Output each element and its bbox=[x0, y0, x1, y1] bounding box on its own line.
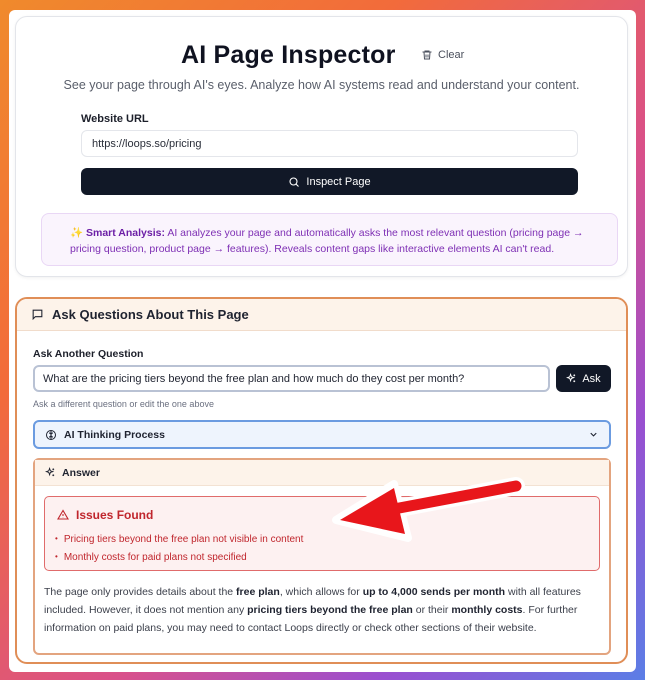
answer-highlight: monthly costs bbox=[451, 604, 523, 616]
warning-icon bbox=[57, 509, 69, 521]
answer-text-part: , which allows for bbox=[279, 586, 363, 598]
issues-found-box bbox=[44, 496, 600, 571]
answer-text-part: with all features included. However, it does not mention any bbox=[44, 586, 581, 616]
page-title: AI Page Inspector bbox=[181, 41, 396, 69]
sparkle-emoji: ✨ bbox=[70, 227, 84, 239]
questions-panel-title: Ask Questions About This Page bbox=[52, 307, 249, 322]
brain-icon bbox=[45, 429, 57, 441]
question-input[interactable] bbox=[33, 365, 550, 392]
answer-highlight: up to 4,000 sends per month bbox=[362, 586, 506, 598]
smart-analysis-heading: Smart Analysis: bbox=[86, 227, 165, 239]
url-label: Website URL bbox=[81, 113, 149, 125]
question-label: Ask Another Question bbox=[33, 348, 144, 360]
url-input[interactable] bbox=[81, 130, 578, 157]
ask-button[interactable] bbox=[556, 365, 611, 392]
clear-button[interactable] bbox=[421, 49, 464, 61]
ask-label: Ask bbox=[582, 372, 601, 385]
clear-label: Clear bbox=[438, 49, 465, 61]
smart-analysis-notice bbox=[41, 213, 618, 266]
chat-bubble-icon bbox=[31, 308, 44, 321]
issues-title bbox=[57, 508, 153, 522]
sparkles-icon bbox=[45, 467, 56, 478]
inspect-page-label: Inspect Page bbox=[306, 175, 371, 188]
answer-text-part: The page only provides details about the bbox=[44, 586, 237, 598]
trash-icon bbox=[421, 49, 433, 61]
issue-item: • Pricing tiers beyond the free plan not visible in content bbox=[55, 530, 303, 548]
answer-label: Answer bbox=[62, 466, 100, 479]
title-row bbox=[16, 41, 627, 75]
ai-thinking-label: AI Thinking Process bbox=[64, 428, 165, 441]
inspect-page-button[interactable] bbox=[81, 168, 578, 195]
smart-analysis-text: AI analyzes your page and automatically asks the most relevant question (pricing page → pricing question, product page → features). Reveals content gaps like interactive elements AI can't read. bbox=[70, 227, 584, 255]
issues-title-text: Issues Found bbox=[76, 508, 154, 522]
answer-text-part: or their bbox=[412, 604, 452, 616]
answer-highlight: pricing tiers beyond the free plan bbox=[247, 604, 413, 616]
answer-highlight: free plan bbox=[236, 586, 280, 598]
question-hint: Ask a different question or edit the one above bbox=[33, 399, 214, 409]
issue-item: • Monthly costs for paid plans not specified bbox=[55, 548, 303, 566]
ai-thinking-toggle[interactable] bbox=[33, 420, 611, 449]
answer-text-part: . For further information on paid plans, you may need to contact Loops directly or check other sections of their website. bbox=[44, 604, 578, 634]
app-frame bbox=[9, 10, 636, 672]
issues-list bbox=[55, 530, 303, 566]
questions-panel bbox=[15, 297, 628, 664]
sparkles-icon bbox=[566, 373, 577, 384]
page-subtitle: See your page through AI's eyes. Analyze how AI systems read and understand your content. bbox=[63, 78, 580, 92]
chevron-down-icon bbox=[588, 429, 599, 440]
answer-card bbox=[33, 458, 611, 655]
questions-panel-header bbox=[17, 299, 626, 331]
answer-text bbox=[44, 583, 600, 637]
search-icon bbox=[288, 176, 300, 188]
answer-header bbox=[35, 460, 609, 486]
inspector-card bbox=[15, 16, 628, 277]
